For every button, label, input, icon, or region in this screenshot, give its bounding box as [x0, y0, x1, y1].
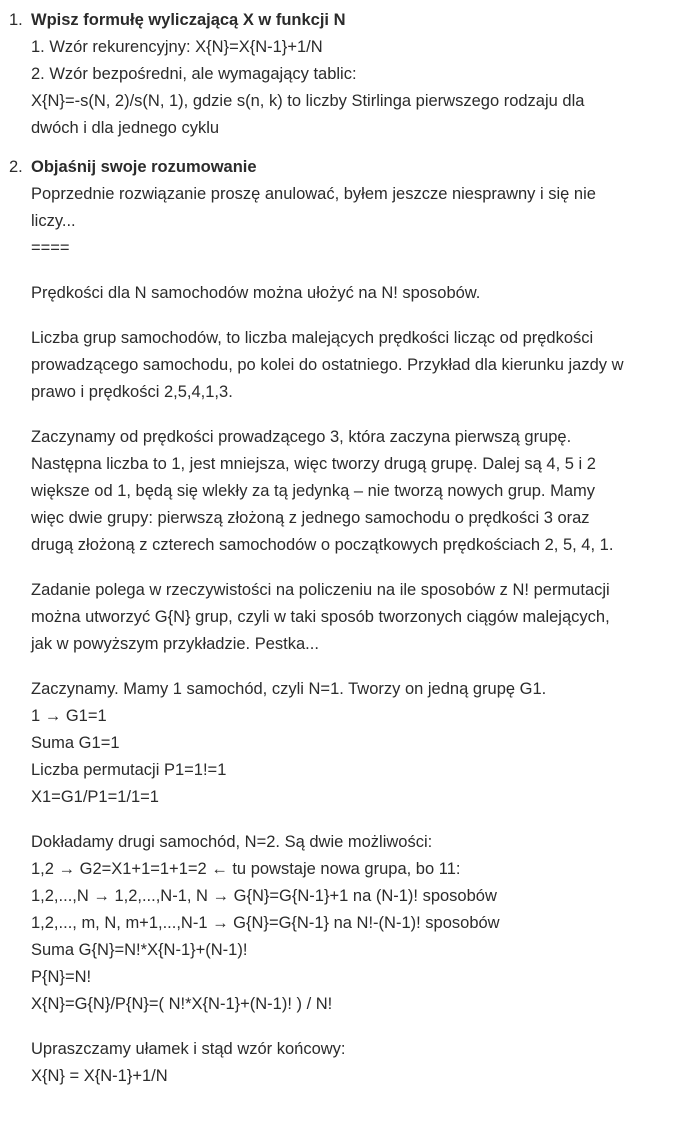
paragraph [31, 424, 700, 559]
text-line: X{N}=G{N}/P{N}=( N!*X{N-1}+(N-1)! ) / N! [31, 995, 333, 1013]
text-line: Liczba grup samochodów, to liczba malejących prędkości licząc od prędkości [31, 329, 594, 347]
text-line: 1,2 → G2=X1+1=1+1=2 ← tu powstaje nowa grupa, bo 11: [31, 860, 461, 878]
paragraph [31, 676, 700, 811]
paragraph [31, 325, 700, 406]
text-line: Następna liczba to 1, jest mniejsza, więc tworzy drugą grupę. Dalej są 4, 5 i 2 [31, 455, 596, 473]
text-line: X{N} = X{N-1}+1/N [31, 1067, 168, 1085]
answer-list [0, 7, 700, 1090]
text-line: 2. Wzór bezpośredni, ale wymagający tablic: [31, 65, 357, 83]
text-line: Suma G{N}=N!*X{N-1}+(N-1)! [31, 941, 248, 959]
text-line: 1,2,...,N → 1,2,...,N-1, N → G{N}=G{N-1}+1 na (N-1)! sposobów [31, 887, 497, 905]
text-line: Zadanie polega w rzeczywistości na policzeniu na ile sposobów z N! permutacji [31, 581, 610, 599]
text-line: większe od 1, będą się wlekły za tą jedynką – nie tworzą nowych grup. Mamy [31, 482, 596, 500]
text-line: X{N}=-s(N, 2)/s(N, 1), gdzie s(n, k) to liczby Stirlinga pierwszego rodzaju dla [31, 92, 585, 110]
text-line: Poprzednie rozwiązanie proszę anulować, byłem jeszcze niesprawny i się nie [31, 185, 596, 203]
text-line: Liczba permutacji P1=1!=1 [31, 761, 227, 779]
text-line: Zaczynamy. Mamy 1 samochód, czyli N=1. Tworzy on jedną grupę G1. [31, 680, 547, 698]
text-line: Suma G1=1 [31, 734, 120, 752]
item-number: 2. [9, 158, 23, 176]
text-line: X1=G1/P1=1/1=1 [31, 788, 159, 806]
text-line: Zaczynamy od prędkości prowadzącego 3, która zaczyna pierwszą grupę. [31, 428, 572, 446]
text-line: jak w powyższym przykładzie. Pestka... [31, 635, 319, 653]
list-item-reasoning [9, 154, 700, 1090]
text-line: drugą złożoną z czterech samochodów o początkowych prędkościach 2, 5, 4, 1. [31, 536, 614, 554]
text-line: 1,2,..., m, N, m+1,...,N-1 → G{N}=G{N-1} na N!-(N-1)! sposobów [31, 914, 500, 932]
list-item-formula [9, 7, 700, 142]
text-line: więc dwie grupy: pierwszą złożoną z jednego samochodu o prędkości 3 oraz [31, 509, 590, 527]
text-line: prowadzącego samochodu, po kolei do ostatniego. Przykład dla kierunku jazdy w [31, 356, 624, 374]
paragraph [31, 1036, 700, 1090]
paragraph [31, 577, 700, 658]
text-line: 1 → G1=1 [31, 707, 107, 725]
sublist-item-recursive [31, 34, 700, 61]
item-heading: Objaśnij swoje rozumowanie [31, 158, 257, 176]
paragraph [31, 829, 700, 1018]
text-line: Prędkości dla N samochodów można ułożyć na N! sposobów. [31, 284, 481, 302]
text-line: 1. Wzór rekurencyjny: X{N}=X{N-1}+1/N [31, 38, 323, 56]
paragraph [31, 280, 700, 307]
text-line: można utworzyć G{N} grup, czyli w taki sposób tworzonych ciągów malejących, [31, 608, 610, 626]
text-line: Dokładamy drugi samochód, N=2. Są dwie możliwości: [31, 833, 433, 851]
item-heading: Wpisz formułę wyliczającą X w funkcji N [31, 11, 346, 29]
text-line: liczy... [31, 212, 76, 230]
reasoning-body [31, 181, 700, 1090]
text-line: ==== [31, 239, 70, 257]
text-line: dwóch i dla jednego cyklu [31, 119, 220, 137]
formula-sublist [31, 34, 700, 142]
sublist-item-direct [31, 61, 700, 142]
text-line: Upraszczamy ułamek i stąd wzór końcowy: [31, 1040, 346, 1058]
text-line: prawo i prędkości 2,5,4,1,3. [31, 383, 233, 401]
paragraph [31, 181, 700, 262]
item-number: 1. [9, 11, 23, 29]
text-line: P{N}=N! [31, 968, 92, 986]
